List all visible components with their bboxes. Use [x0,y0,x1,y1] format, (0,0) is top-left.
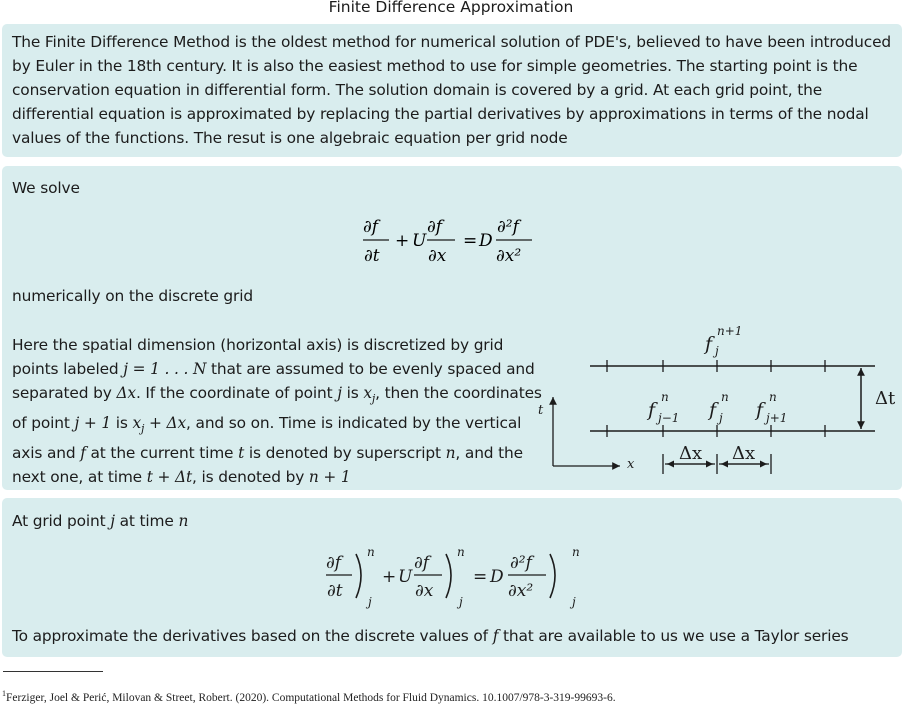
label-f-right-sup: n [769,390,777,404]
svg-text:∂f: ∂f [414,553,430,573]
label-f-left: f [648,399,656,421]
delta-x-label-2: Δx [732,443,756,464]
discrete-equation [320,544,600,612]
solve-lead: We solve [12,179,80,197]
footnote-rule [3,671,103,672]
svg-text:+: + [382,567,397,587]
svg-text:U: U [398,567,413,587]
deq-den-dt: ∂t [327,581,343,601]
eq-den-dx: ∂x [428,246,447,266]
label-f-mid-sup: n [721,390,729,404]
eq-num-df2: ∂f [427,217,443,237]
label-f-top-sup: n+1 [717,324,743,338]
eq-U: U [412,231,427,251]
svg-text:j: j [572,595,576,609]
label-f-right: f [756,399,764,421]
intro-panel [2,24,902,157]
svg-text:j: j [368,595,372,609]
eq-num-d2f: ∂²f [497,217,519,237]
label-f-mid: f [709,399,717,421]
footnote: $^1$Ferziger, Joel & Perić, Milovan & Street, Robert. (2020). Computational Methods for Fluid Dynamics. 10.1007/978-3-319-99693-6. [2,689,616,704]
grid-description: Here the spatial dimension (horizontal axis) is discretized by grid points labeled j = 1 . . . N that are assumed to be evenly spaced and separated by Δx. If the coordinate of point j is $x_j$, then the coordinates of point j + 1 is $x_j + \Delta x$, and so on. Time is indicated by the vertical axis and f at the current time t is denoted by superscript n, and the next one, at time t + Δt, is denoted by n + 1 [12,336,542,487]
eq-den-dt: ∂t [364,246,380,266]
discrete-closing: To approximate the derivatives based on the discrete values of f that are available to us we use a Taylor series [12,627,849,645]
solve-panel [2,166,902,490]
eq-D: D [479,231,493,251]
label-f-mid-sub: j [719,411,723,425]
axis-x-label: x [627,457,635,472]
axis-t-label: t [538,403,544,418]
label-f-top: f [705,333,713,355]
svg-text:∂x: ∂x [415,581,434,601]
discrete-lead: At grid point j at time n [12,512,189,530]
intro-text: The Finite Difference Method is the oldest method for numerical solution of PDE's, believed to have been introduced by Euler in the 18th century. It is also the easiest method to use for simple geometries. The starting point is the conservation equation in differential form. The solution domain is covered by a grid. At each grid point, the differential equation is approximated by replacing the partial derivatives by approximations in terms of the nodal values of the functions. The resut is one algebraic equation per grid node [12,33,892,147]
svg-text:j: j [459,595,463,609]
eq-plus: + [395,231,410,251]
svg-text:n: n [572,545,580,559]
deq-paren-2 [446,554,451,598]
deq-paren-1 [356,554,361,598]
svg-text:=: = [473,567,488,587]
deq-num-df: ∂f [326,553,342,573]
svg-text:∂x²: ∂x² [508,581,534,601]
svg-text:∂²f: ∂²f [510,553,532,573]
label-f-left-sub: j−1 [658,411,680,425]
label-f-top-sub: j [715,344,719,358]
delta-t-label: Δt [875,388,896,409]
delta-x-label-1: Δx [679,443,703,464]
label-f-right-sub: j+1 [766,411,788,425]
svg-text:D: D [490,567,504,587]
svg-text:n: n [457,545,465,559]
eq-den-dx2: ∂x² [496,246,522,266]
grid-diagram [538,314,897,484]
discrete-panel [2,498,902,657]
solve-after: numerically on the discrete grid [12,287,253,305]
page-title: Finite Difference Approximation [328,0,574,16]
deq-paren-3 [550,554,555,598]
svg-text:n: n [367,545,375,559]
pde-equation [357,212,557,270]
eq-num-df: ∂f [363,217,379,237]
eq-equals: = [463,231,478,251]
label-f-left-sup: n [661,390,669,404]
